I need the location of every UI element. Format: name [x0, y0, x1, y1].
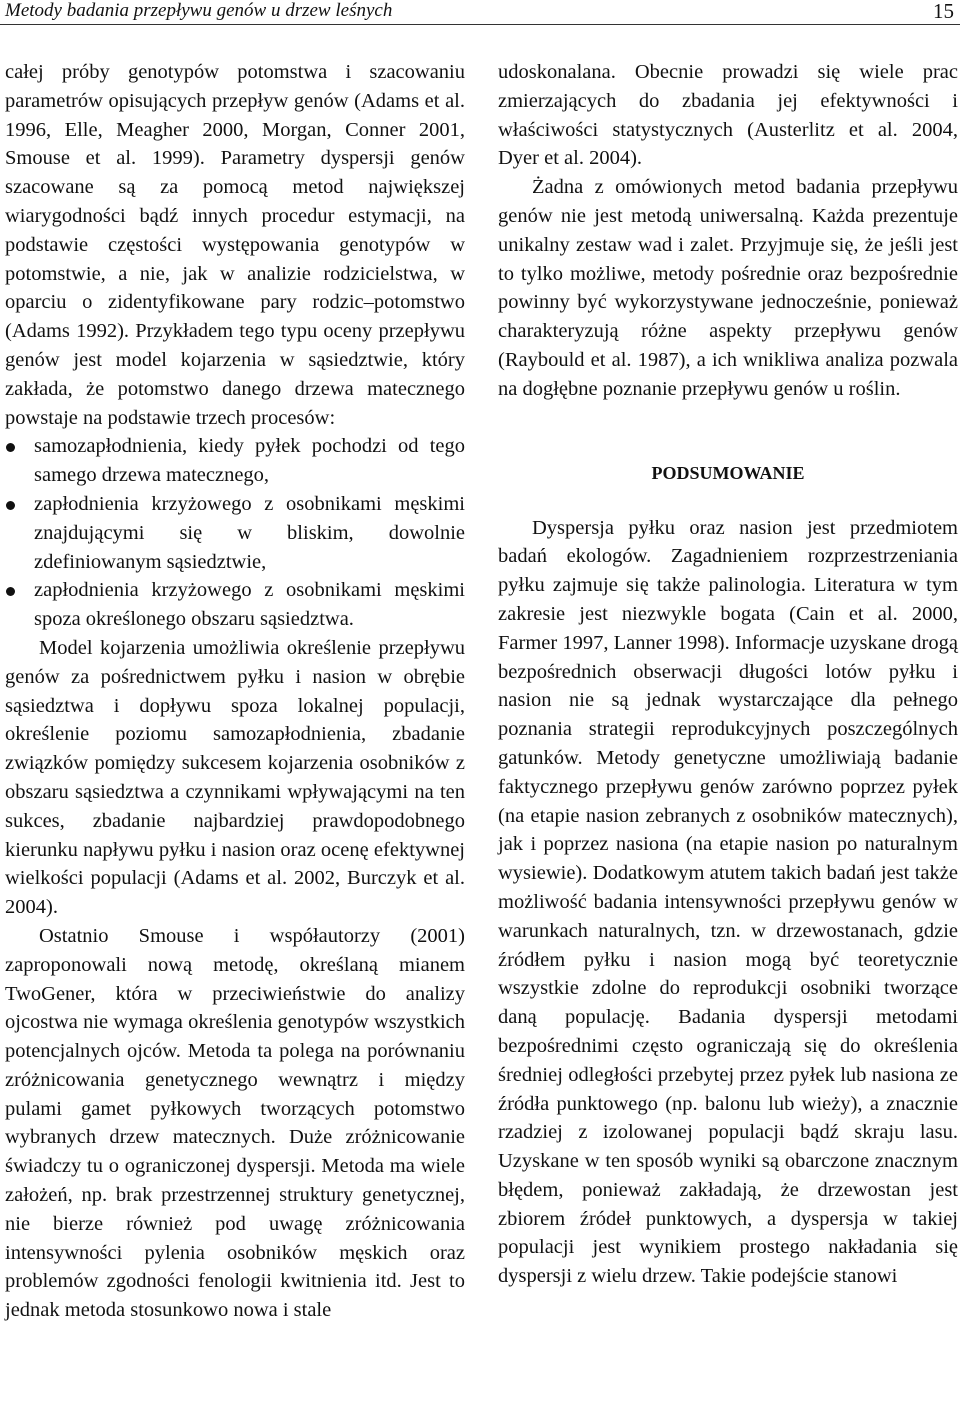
- bullet-icon: [6, 501, 15, 510]
- header-rule: [0, 24, 960, 25]
- bullet-list: [5, 432, 465, 634]
- list-item: [5, 576, 465, 634]
- page-header: [0, 0, 960, 40]
- paragraph: Model kojarzenia umożliwia określenie przepływu genów za pośrednictwem pyłku i nasion w obrębie sąsiedztwa i dopływu spoza lokalnej populacji, określenie poziomu samozapłodnienia, zbadanie związków pomiędzy sukcesem kojarzenia osobników z obszaru sąsiedztwa a czynnikami wpływającymi na ten sukces, zbadanie najbardziej prawdopodobnego kierunku napływu pyłku i nasion oraz ocenę efektywnej wielkości populacji (Adams et al. 2002, Burczyk et al. 2004).: [5, 636, 465, 919]
- section-heading: PODSUMOWANIE: [651, 462, 805, 483]
- list-item: [5, 432, 465, 490]
- paragraph: udoskonalana. Obecnie prowadzi się wiele prac zmierzających do zbadania jej efektywności i właściwości statystycznych (Austerlitz et al. 2004, Dyer et al. 2004).: [498, 61, 958, 170]
- bullet-icon: [6, 443, 15, 452]
- paragraph: Ostatnio Smouse i współautorzy (2001) zaproponowali nową metodę, określaną mianem TwoGener, która w przeciwieństwie do analizy ojcostwa nie wymaga określenia genotypów wszystkich potencjalnych ojców. Metoda ta polega na porównaniu zróżnicowania genetycznego wewnątrz i między pulami gamet pyłkowych tworzących potomstwo wybranych drzew matecznych. Duże zróżnicowanie świadczy tu o ograniczonej dyspersji. Metoda ma wiele założeń, np. brak przestrzennej struktury genetycznej, nie bierze również pod uwagę zróżnicowania intensywności pylenia osobników męskich oraz problemów zgodności fenologii kwitnienia itd. Jest to jednak metoda stosunkowo nowa i stale: [5, 924, 465, 1322]
- page-number: 15: [933, 0, 954, 23]
- bullet-icon: [6, 587, 15, 596]
- list-item-text: samozapłodnienia, kiedy pyłek pochodzi od tego samego drzewa matecznego,: [34, 435, 465, 487]
- right-column: [498, 58, 958, 1291]
- list-item-text: zapłodnienia krzyżowego z osobnikami męskimi spoza określonego obszaru sąsiedztwa.: [34, 579, 465, 631]
- paragraph: całej próby genotypów potomstwa i szacowaniu parametrów opisujących przepływ genów (Adams et al. 1996, Elle, Meagher 2000, Morgan, Conner 2001, Smouse et al. 1999). Parametry dyspersji genów szacowane są za pomocą metod największej wiarygodności bądź innych procedur estymacji, na podstawie częstości występowania genotypów w potomstwie, a nie, jak w analizie rodzicielstwa, w oparciu o zidentyfikowane pary rodzic–potomstwo (Adams 1992). Przykładem tego typu oceny przepływu genów jest model kojarzenia w sąsiedztwie, który zakłada, że potomstwo danego drzewa matecznego powstaje na podstawie trzech procesów:: [5, 61, 465, 429]
- list-item-text: zapłodnienia krzyżowego z osobnikami męskimi znajdującymi się w bliskim, dowolnie zdefiniowanym sąsiedztwie,: [34, 492, 465, 573]
- paragraph: Dyspersja pyłku oraz nasion jest przedmiotem badań ekologów. Zagadnieniem rozprzestrzeniania pyłku zajmuje się także palinologia. Literatura w tym zakresie jest niezwykle bogata (Cain et al. 2000, Farmer 1997, Lanner 1998). Informacje uzyskane drogą bezpośrednich obserwacji długości lotów pyłku i nasion nie są jednak wystarczające dla pełnego poznania strategii reprodukcyjnych poszczególnych gatunków. Metody genetyczne umożliwiają badanie faktycznego przepływu genów zarówno poprzez pyłek (na etapie nasion zebranych z osobników matecznych), jak i poprzez nasiona (na etapie nasion po naturalnym wysiewie). Dodatkowym atutem takich badań jest także możliwość badania intensywności przepływu genów w warunkach naturalnych, tzn. w drzewostanach, gdzie źródłem pyłku i nasion mogą być teoretycznie wszystkie zdolne do reprodukcji osobniki tworzące daną populację. Badania dyspersji metodami bezpośrednimi często ograniczają się do określenia średniej odległości przebytej przez pyłek lub nasiona ze źródła punktowego (np. balonu lub wieży), a znacznie rzadziej z izolowanej populacji bądź skraju lasu. Uzyskane w ten sposób wyniki są obarczone znacznym błędem, ponieważ zakładają, że drzewostan jest zbiorem źródeł punktowych, a dyspersja w takiej populacji jest wynikiem prostego nakładania się dyspersji z wielu drzew. Takie podejście stanowi: [498, 516, 958, 1288]
- left-column: [5, 58, 465, 1325]
- running-title: Metody badania przepływu genów u drzew leśnych: [5, 0, 393, 21]
- list-item: [5, 490, 465, 576]
- paragraph: Żadna z omówionych metod badania przepływu genów nie jest metodą uniwersalną. Każda prezentuje unikalny zestaw wad i zalet. Przyjmuje się, że jeśli jest to tylko możliwe, metody pośrednie oraz bezpośrednie powinny być wykorzystywane jednocześnie, ponieważ charakteryzują różne aspekty przepływu genów (Raybould et al. 1987), a ich wnikliwa analiza pozwala na dogłębne poznanie przepływu genów u roślin.: [498, 176, 958, 400]
